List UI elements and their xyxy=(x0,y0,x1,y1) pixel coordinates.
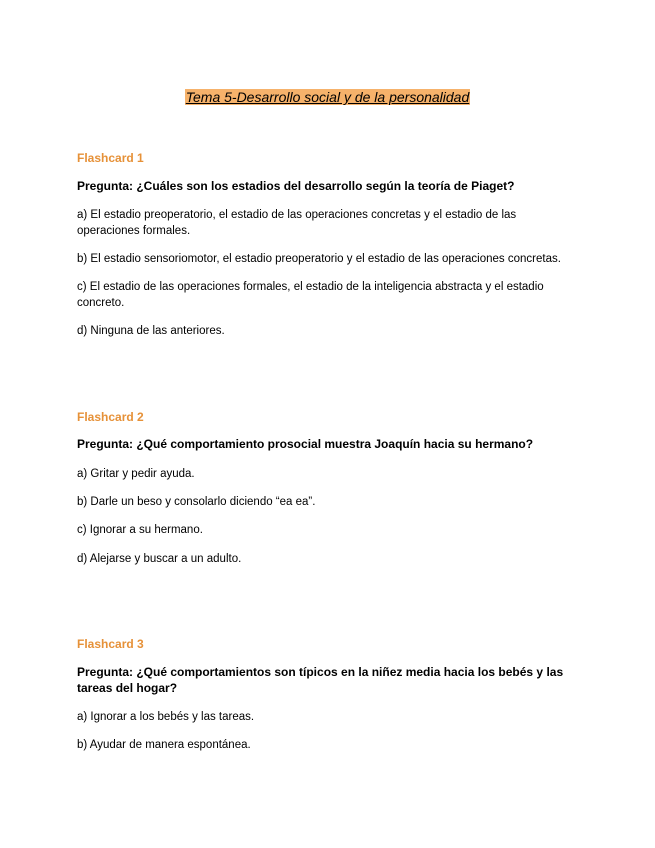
document-title-text: Tema 5-Desarrollo social y de la personalidad xyxy=(185,89,470,105)
flashcard-3-heading: Flashcard 3 xyxy=(77,637,144,651)
flashcard-1-heading: Flashcard 1 xyxy=(77,151,144,165)
flashcard-2-option-a: a) Gritar y pedir ayuda. xyxy=(77,468,195,480)
flashcard-1-option-a: a) El estadio preoperatorio, el estadio de las operaciones concretas y el estadio de las operaciones formales. xyxy=(77,209,517,237)
flashcard-2-question: Pregunta: ¿Qué comportamiento prosocial muestra Joaquín hacia su hermano? xyxy=(77,437,534,451)
flashcard-3-question: Pregunta: ¿Qué comportamientos son típicos en la niñez media hacia los bebés y las tareas del hogar? xyxy=(77,665,564,695)
flashcard-3-option-a: a) Ignorar a los bebés y las tareas. xyxy=(77,711,255,723)
flashcard-2-option-b: b) Darle un beso y consolarlo diciendo “ea ea”. xyxy=(77,496,316,508)
flashcard-1-option-b: b) El estadio sensoriomotor, el estadio preoperatorio y el estadio de las operaciones concretas. xyxy=(77,253,561,265)
flashcard-2-heading: Flashcard 2 xyxy=(77,410,144,424)
flashcard-2-option-c: c) Ignorar a su hermano. xyxy=(77,524,203,536)
flashcard-2-option-d: d) Alejarse y buscar a un adulto. xyxy=(77,553,242,565)
flashcard-1-option-d: d) Ninguna de las anteriores. xyxy=(77,325,225,337)
flashcard-1-question: Pregunta: ¿Cuáles son los estadios del desarrollo según la teoría de Piaget? xyxy=(77,179,515,193)
flashcard-1-option-c: c) El estadio de las operaciones formales, el estadio de la inteligencia abstracta y el estadio concreto. xyxy=(77,281,544,309)
flashcard-3-option-b: b) Ayudar de manera espontánea. xyxy=(77,739,251,751)
document-title xyxy=(0,88,655,106)
